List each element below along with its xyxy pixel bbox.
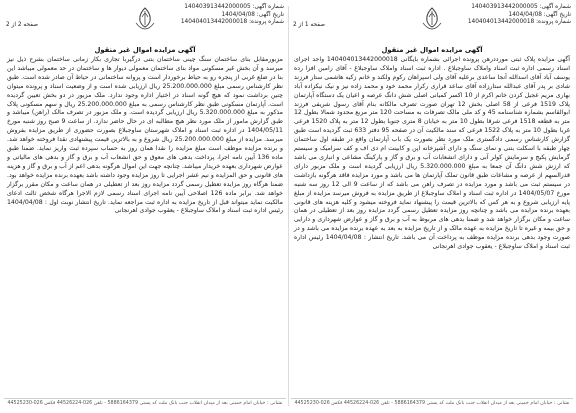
notice-title: آگهی مزایده اموال غیر منقول xyxy=(94,46,196,54)
notice-body: مزبورمقابل بنای ساختمان سنگ چینی ساختمان بتنی درگیربا تجاری بکار زمانی ساختمان بشرح ذیل نیز میرسد و آن بخش غیر مسکونی مواد بنای ساختمان معمولی دیوار ها و ساختمان در حد معمولی میباشد این بنا در ضلع غربی از پنجره رو به حیاط برخوردار است و پروانه ساختمانی در حیاط آن صادر شده است. طبق نظر کارشناس رسمی مبلغ 25.200.000.000 ریال ارزیابی شده است و از وضعیت اسناد و پرونده میتوان چنین برداشت نمود که هیچ گونه اسناد در اختیار اداره وجود ندارد. ملک مزبور در دو بخش تعیین گردیده است. آپارتمان مسکونی طبق نظر کارشناس رسمی به مبلغ 25.200.000.000 ریال و سهم مسکونی پلاک مذکور به مبلغ 5.320.000.000 ریال ارزیابی گردیده است. و ملک مزبور در تصرف مالک (راهن) میباشد و طبق گزارش مامور از ملک مورد نظر هیچ مطالبه ای در حال حاضر ندارد. از ساعت 9 صبح روز شنبه مورخ 1404/05/11 در اداره ثبت اسناد و املاک شهرستان ساوجبلاغ بصورت حضوری از طریق مزایده بفروش میرسد. مزایده از مبلغ 25.200.000.000 ریال شروع و به بالاترین قیمت پیشنهادی نقدا فروخته خواهد شد. و برنده مزایده موظف است مبلغ مزایده را نقدا همان روز به حساب سپرده ثبت واریز نماید. ضمنا طبق ماده 136 آیین نامه اجرا، پرداخت بدهی های معوق و حق انشعاب آب و برق و گاز و بدهی های مالیاتی و عوارض شهرداری بعهده خریدار میباشد. چنانچه جهت این اموال هرگونه بدهی اعم از آب و برق و گاز و هزینه های قانونی و حق المزایده و نیم عشر اجرایی تا روز مزایده وجود داشته باشد بعهده برنده مزایده خواهد بود. ضمنا هرگاه روز مزایده تعطیل رسمی گردد مزایده روز بعد از تعطیلی در همان ساعت و مکان مقرر برگزار خواهد شد. برابر ماده 126 اصلاحی آیین نامه اجرای اسناد رسمی لازم الاجرا هرگاه شخص ثالث ادعای مالکیت نماید میتواند قبل از تاریخ مزایده به اداره ثبت مراجعه نماید. تاریخ انتشار نوبت اول : 1404/04/08 رئیس اداره ثبت اسناد و املاک ساوجبلاغ - یعقوب جوادی اهرنجانی xyxy=(7,56,283,215)
notice-date: تاریخ آگهی: 1404/04/08 xyxy=(221,11,284,18)
notice-column-page-1 xyxy=(291,4,573,409)
notice-column-page-2 xyxy=(4,4,286,409)
notice-title: آگهی مزایده اموال غیر منقول xyxy=(381,46,483,54)
emblem-icon xyxy=(132,5,158,31)
page-number: صفحه 2 از 2 xyxy=(6,22,39,28)
emblem-icon xyxy=(419,5,445,31)
notice-number: شماره آگهی: 140403913442000005 xyxy=(184,4,284,10)
notice-header xyxy=(291,4,573,46)
case-number: شماره پرونده: 140404013442000018 xyxy=(180,19,284,26)
notice-header xyxy=(4,4,286,46)
office-address-footer: نشانی : خیابان امام خمینی بعد از میدان انقلاب جنب بانک ملت کد پستی 5886164379 - تلفن 026-44526224 فکس 026-44525230 xyxy=(291,398,573,409)
notice-date: تاریخ آگهی: 1404/04/08 xyxy=(508,11,571,18)
notice-number: شماره آگهی: 140403913442000005 xyxy=(471,4,571,10)
notice-meta xyxy=(468,4,571,27)
notice-body: آگهی مزایده پلاک ثبتی مورددرهن پرونده اجرائی بشماره بایگانی 140404013442000018 واحد اجرای اسناد رسمی اداره ثبت اسناد واملاک ساوجبلاغ . اداره ثبت اسناد واملاک ساوجبلاغ - آقای رامین افزا رده یوسف آباد آقای اسدالله آنجا ساعدی برعلیه آقای ولی اسپراهان رکوم ولکند و خانم زکیه هاشمی ستار فرزند شادی بر پدر آقای عبدالله ستارزاده آقای ساعد قراری رکرار محمد خود و محمد زاده نیز و نیک نیکزاده آباد بهاری مریم عجیل کردن خانم اکرم از 10 اکسر کمیانی اصلی شش دانگ عرصه و اعیان یک دستگاه آپارتمان پلاک 1519 فرعی از 58 اصلی بخش 12 تهران صورت تصرف مالکانه بنام آقای رسول شریفی فرزند ابوالقاسم بشماره شناسنامه 45 و کد ملی مالک تصرفات به مساحت 120 متر مربع محدود شمالا بطول 12 متر به قطعه 1518 فرعی شرقا بطول 10 متر به خیابان 8 متری جنوبا بطول 12 متر به پلاک 1520 فرعی غربا بطول 10 متر به پلاک 1522 فرعی که سند مالکیت آن در صفحه 95 دفتر 633 ثبت گردیده است طبق گزارش کارشناس رسمی دادگستری ملک مورد نظر بصورت یک باب آپارتمان واقع در طبقه اول ساختمان چهار طبقه با اسکلت بتنی و نمای سنگ و دارای آشپزخانه اپن و کابینت ام دی اف و کف سرامیک و سیستم گرمایش پکیج و سرمایش کولر آبی و دارای انشعابات آب و برق و گاز و پارکینگ مشاعی و انباری می باشد که ارزش شش دانگ آن جمعا به مبلغ 5.320.000.000 ریال ارزیابی گردیده است و ملک مزبور دارای قدرالسهم از عرصه و مشاعات طبق قانون تملک آپارتمان ها می باشد و مورد مزایده فاقد هرگونه بازداشت در سیستم ثبت می باشد و مورد مزایده در تصرف راهن می باشد که از ساعت 9 الی 12 روز سه شنبه مورخ 1404/05/07 در اداره ثبت اسناد و املاک ساوجبلاغ از طریق مزایده به فروش میرسد مزایده از مبلغ پایه ارزیابی شروع و به هر کس که بالاترین قیمت را پیشنهاد نماید فروخته میشود و کلیه هزینه های قانونی بعهده برنده مزایده می باشد و چنانچه روز مزایده تعطیل رسمی گردد مزایده روز بعد از تعطیلی در همان ساعت و مکان برگزار خواهد شد و ضمنا بدهی های مربوط به آب و برق و گاز و عوارض شهرداری و دارایی و حق بیمه و غیره تا تاریخ مزایده به عهده مالک و از تاریخ مزایده به بعد به عهده برنده مزایده می باشد و در صورت وجود بدهی برنده مزایده موظف به پرداخت آن می باشد. تاریخ انتشار : 1404/04/08 رئیس اداره ثبت اسناد و املاک ساوجبلاغ - یعقوب جوادی اهرنجانی xyxy=(294,56,571,251)
page-number: صفحه 1 از 2 xyxy=(293,22,326,28)
office-address-footer: نشانی : خیابان امام خمینی بعد از میدان انقلاب جنب بانک ملت کد پستی 5886164379 - تلفن 026-44526224 فکس 026-44525230 xyxy=(4,398,286,409)
column-divider xyxy=(288,6,289,406)
case-number: شماره پرونده: 140404013442000018 xyxy=(467,19,571,26)
notice-meta xyxy=(181,4,284,27)
